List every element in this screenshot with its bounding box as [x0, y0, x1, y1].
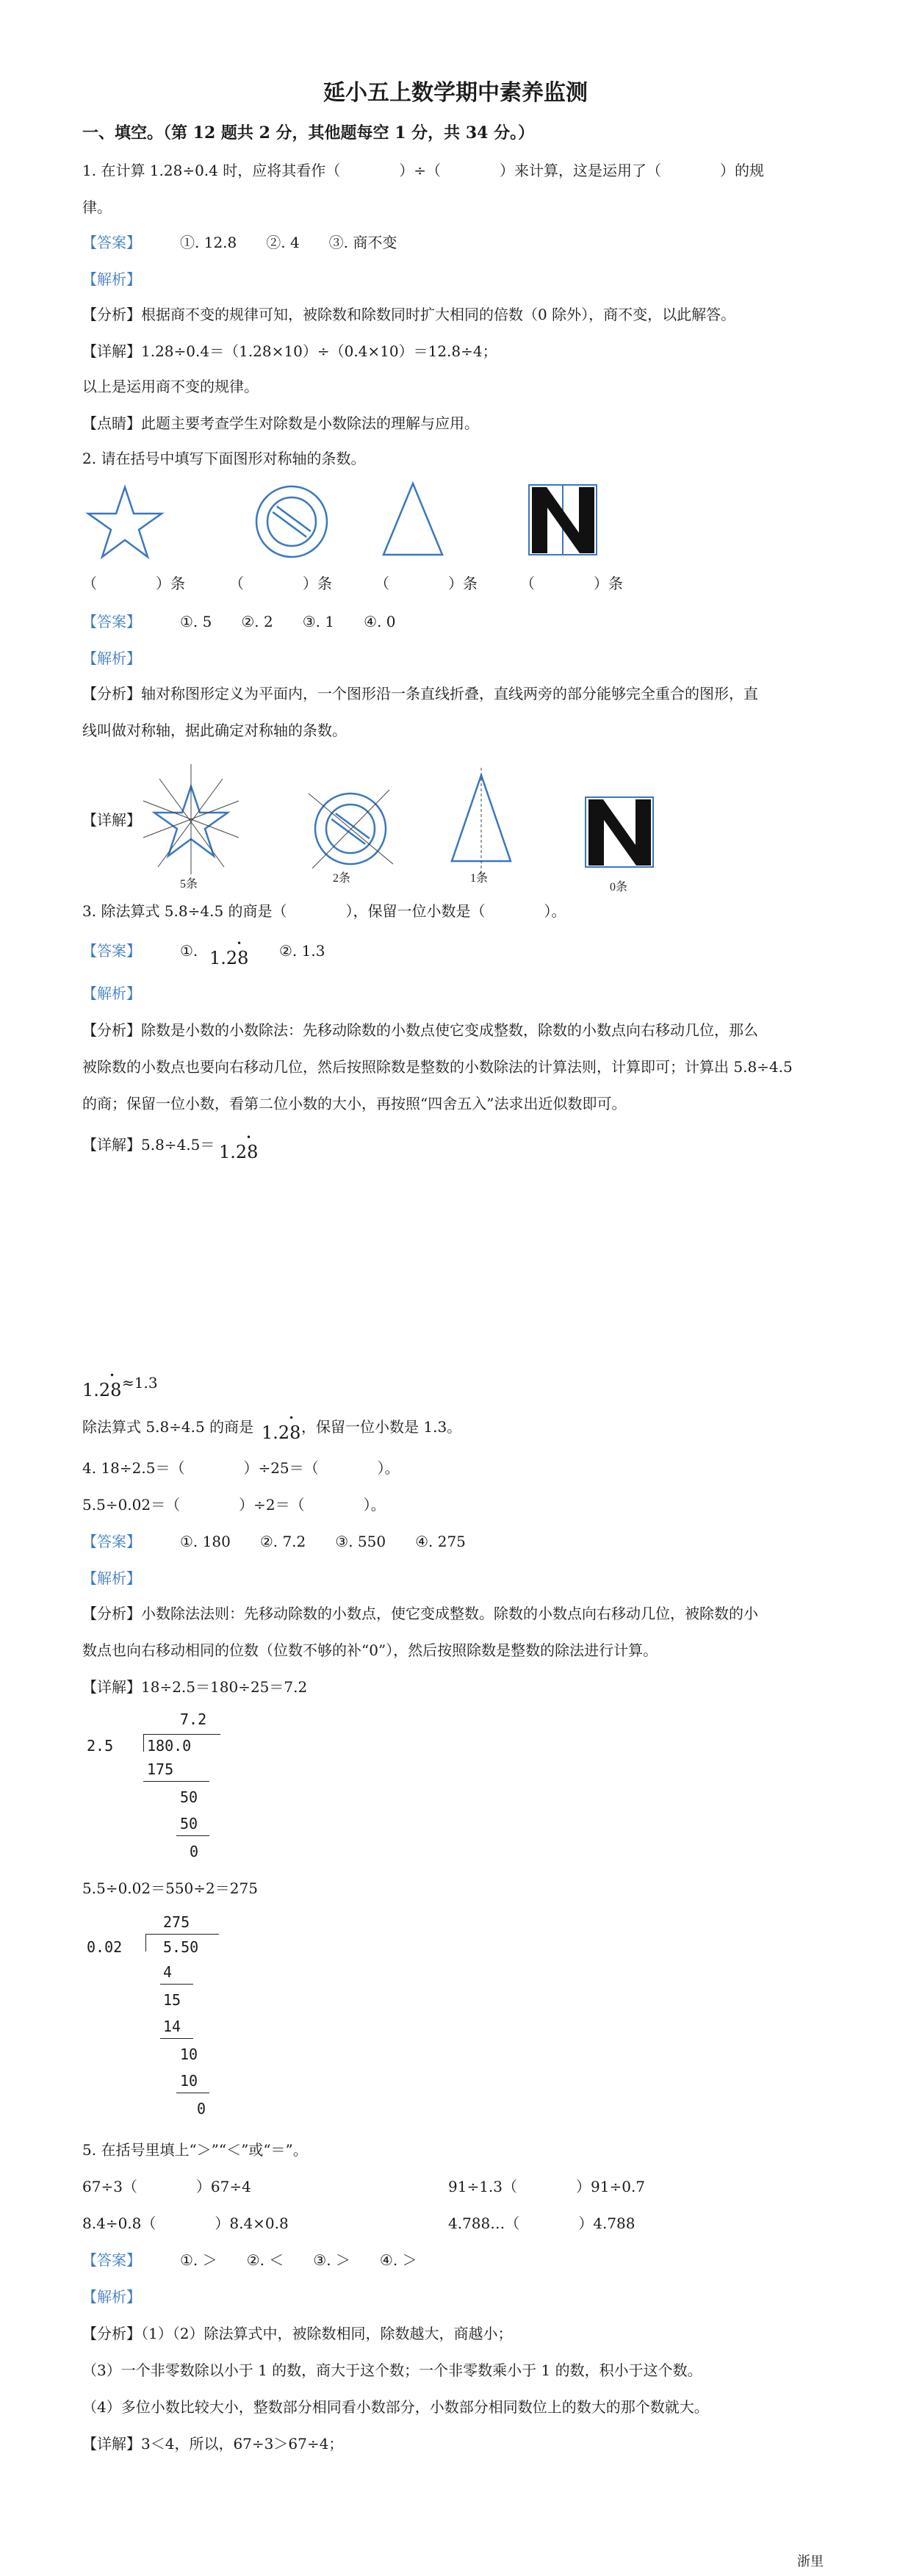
q5-row2-left: 8.4÷0.8（ ）8.4×0.8: [82, 2215, 289, 2232]
ld2-bar: [145, 1934, 219, 1935]
ld2-rule: [160, 1984, 193, 1985]
q1-analysis-label: 【解析】: [82, 270, 141, 288]
q3-conclusion-prefix: 除法算式 5.8÷4.5 的商是: [82, 1418, 254, 1436]
no-sign-with-axes: [309, 790, 393, 885]
repeat-dot: •: [237, 938, 242, 949]
ld1-step: 175: [147, 1760, 174, 1778]
triangle-shape: [384, 483, 442, 555]
q3-approx-value: 1.28: [82, 1380, 122, 1400]
q2-shapes-figure: [82, 481, 817, 569]
q3-conclusion-value: 1.28: [262, 1422, 301, 1443]
q3-result: 1.28: [219, 1142, 259, 1162]
q3-answer-1: 1.28: [209, 948, 249, 968]
q3-xiangjie: 【详解】5.8÷4.5＝: [82, 1136, 215, 1154]
axis-label-3: 1条: [470, 872, 489, 885]
ld2-rule: [160, 2038, 193, 2039]
q4-calc-2: 5.5÷0.02＝550÷2＝275: [82, 1879, 258, 1897]
ld2-divisor: 0.02: [87, 1938, 123, 1956]
q1-answer-label: 【答案】: [82, 234, 141, 251]
q3-conclusion-suffix: ，保留一位小数是 1.3。: [301, 1418, 462, 1436]
ld2-step: 0: [197, 2100, 206, 2118]
ld1-quotient: 7.2: [180, 1710, 207, 1728]
ld1-step: 50: [180, 1815, 198, 1832]
q2-fenxi: 【分析】轴对称图形定义为平面内，一个图形沿一条直线折叠，直线两旁的部分能够完全重合的图形，直: [82, 685, 758, 702]
q4-fenxi-cont: 数点也向右移动相同的位数（位数不够的补“0”），然后按照除数是整数的除法进行计算。: [82, 1641, 658, 1659]
q2-analysis-label: 【解析】: [82, 650, 141, 667]
q5-fenxi: 【分析】（1）（2）除法算式中，被除数相同，除数越大，商越小；: [82, 2325, 513, 2342]
q1-answers: ①. 12.8 ②. 4 ③. 商不变: [180, 234, 397, 251]
q5-answers: ①. ＞ ②. ＜ ③. ＞ ④. ＞: [180, 2251, 417, 2269]
no-sign-shape: [256, 486, 327, 557]
q2-blank-2: （ ）条: [229, 575, 332, 592]
ld2-quotient: 275: [163, 1913, 190, 1931]
q2-blank-1: （ ）条: [82, 575, 185, 592]
q1-xiangjie: 【详解】1.28÷0.4＝（1.28×10）÷（0.4×10）＝12.8÷4；: [82, 342, 497, 360]
axis-label-2: 2条: [333, 872, 351, 885]
ld2-step: 10: [180, 2072, 198, 2090]
q4-answer-label: 【答案】: [82, 1533, 141, 1550]
q5-row2-right: 4.788…（ ）4.788: [448, 2215, 635, 2232]
axis-label-4: 0条: [610, 881, 628, 893]
page-title: 延小五上数学期中素养监测: [323, 80, 588, 106]
q2-question: 2. 请在括号中填写下面图形对称轴的条数。: [82, 450, 366, 467]
q4-line-1: 4. 18÷2.5＝（ ）÷25＝（ ）。: [82, 1459, 400, 1477]
q2-axes-figure: [136, 764, 665, 896]
repeat-dot: •: [289, 1413, 295, 1423]
ld1-dividend: 180.0: [147, 1737, 192, 1755]
q5-fenxi-cont2: （4）多位小数比较大小，整数部分相同看小数部分，小数部分相同数位上的数大的那个数就大。: [82, 2398, 709, 2416]
q5-row1-left: 67÷3（ ）67÷4: [82, 2178, 251, 2195]
ld1-rule: [143, 1781, 209, 1782]
ld2-dividend: 5.50: [163, 1938, 199, 1956]
q2-blank-4: （ ）条: [520, 575, 623, 592]
footer-mark: 浙里: [797, 2554, 824, 2569]
q4-fenxi: 【分析】小数除法法则：先移动除数的小数点，使它变成整数。除数的小数点向右移动几位，被除数的小: [82, 1605, 758, 1622]
q3-fenxi-cont2: 的商；保留一位小数，看第二位小数的大小，再按照“四舍五入”法求出近似数即可。: [82, 1095, 627, 1112]
ld2-step: 4: [163, 1963, 173, 1981]
q3-answer-2: ②. 1.3: [279, 942, 325, 960]
ld1-step: 0: [190, 1843, 199, 1860]
ld2-step: 15: [163, 1991, 181, 2009]
q3-answer-label: 【答案】: [82, 942, 141, 960]
q5-question: 5. 在括号里填上“＞”“＜”或“＝”。: [82, 2141, 308, 2159]
q2-answers: ①. 5 ②. 2 ③. 1 ④. 0: [180, 613, 396, 630]
q4-answers: ①. 180 ②. 7.2 ③. 550 ④. 275: [180, 1533, 466, 1550]
ld1-rule: [176, 1835, 209, 1836]
repeat-dot: •: [109, 1370, 115, 1381]
q4-xiangjie: 【详解】18÷2.5＝180÷25＝7.2: [82, 1678, 308, 1696]
q1-fenxi: 【分析】根据商不变的规律可知，被除数和除数同时扩大相同的倍数（0 除外），商不变，以此解答。: [82, 306, 736, 323]
q3-answer-1-prefix: ①.: [180, 942, 198, 960]
repeat-dot: •: [246, 1132, 252, 1143]
q3-fenxi: 【分析】除数是小数的小数除法：先移动除数的小数点使它变成整数，除数的小数点向右移动几位，那么: [82, 1021, 758, 1039]
ld1-step: 50: [180, 1788, 198, 1806]
q2-answer-label: 【答案】: [82, 613, 141, 630]
q3-analysis-label: 【解析】: [82, 985, 141, 1002]
section-heading: 一、填空。（第 12 题共 2 分，其他题每空 1 分，共 34 分。）: [82, 123, 535, 143]
triangle-with-axis: [452, 768, 511, 885]
ld2-bracket: [145, 1934, 146, 1951]
q3-approx: ≈1.3: [122, 1374, 158, 1392]
q3-question: 3. 除法算式 5.8÷4.5 的商是（ ），保留一位小数是（ ）。: [82, 902, 566, 920]
q5-fenxi-cont1: （3）一个非零数除以小于 1 的数，商大于这个数；一个非零数乘小于 1 的数，积小于这个数。: [82, 2361, 702, 2379]
q4-line-2: 5.5÷0.02＝（ ）÷2＝（ ）。: [82, 1496, 386, 1514]
q1-dianjing: 【点睛】此题主要考查学生对除数是小数除法的理解与应用。: [82, 414, 479, 432]
letter-n-no-axis: [586, 797, 653, 893]
star-with-axes: [143, 764, 239, 891]
star-shape: [88, 487, 162, 557]
ld2-step: 14: [163, 2018, 181, 2035]
q5-row1-right: 91÷1.3（ ）91÷0.7: [448, 2178, 646, 2195]
q2-xiangjie: 【详解】: [82, 811, 141, 829]
ld1-bar: [143, 1734, 220, 1735]
q1-question-cont: 律。: [82, 198, 112, 216]
q4-analysis-label: 【解析】: [82, 1569, 141, 1587]
q5-answer-label: 【答案】: [82, 2251, 141, 2269]
q5-xiangjie: 【详解】3＜4，所以，67÷3＞67÷4；: [82, 2435, 344, 2453]
q2-fenxi-cont: 线叫做对称轴，据此确定对称轴的条数。: [82, 722, 347, 739]
axis-label-1: 5条: [180, 878, 198, 891]
q5-analysis-label: 【解析】: [82, 2288, 141, 2306]
letter-n-shape: [529, 485, 597, 555]
q1-after: 以上是运用商不变的规律。: [82, 378, 259, 395]
ld2-step: 10: [180, 2046, 198, 2063]
q2-blank-3: （ ）条: [375, 575, 478, 592]
q3-fenxi-cont1: 被除数的小数点也要向右移动几位，然后按照除数是整数的小数除法的计算法则，计算即可；计算出 5.8÷4.5: [82, 1058, 793, 1076]
ld1-bracket: [143, 1734, 144, 1752]
ld1-divisor: 2.5: [87, 1737, 114, 1755]
q1-question: 1. 在计算 1.28÷0.4 时，应将其看作（ ）÷（ ）来计算，这是运用了（ ）的规: [82, 162, 765, 179]
